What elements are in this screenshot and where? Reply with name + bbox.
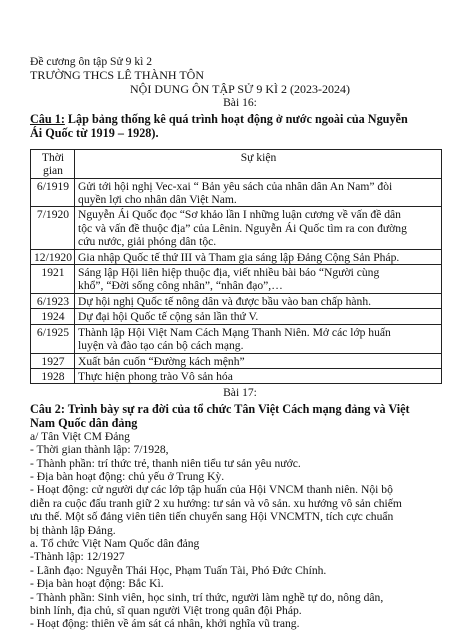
section-b-heading: a. Tổ chức Việt Nam Quốc dân đảng xyxy=(30,536,200,550)
header-time xyxy=(31,149,75,178)
row-event-line: cứu nước, giải phóng dân tộc. xyxy=(78,235,217,249)
row-event-line: Nguyễn Ái Quốc đọc “Sơ khảo lần I những luận cương về vấn đề dân xyxy=(78,208,401,222)
question-2-line2: Nam Quốc dân đảng xyxy=(30,415,138,430)
row-event-line: Thành lập Hội Việt Nam Cách Mạng Thanh Niên. Mở các lớp huấn xyxy=(78,325,391,339)
section-a-item: ưu thế. Một số đảng viên tiên tiến chuyển sang Hội VNCMTN, tích cực chuẩn xyxy=(30,510,394,524)
row-time: 6/1919 xyxy=(31,178,75,207)
row-time: 1921 xyxy=(31,265,75,294)
table-row xyxy=(31,265,442,294)
row-event xyxy=(75,249,442,264)
row-event xyxy=(75,265,442,294)
section-b-item: - Lãnh đạo: Nguyễn Thái Học, Phạm Tuấn Tài, Phó Đức Chính. xyxy=(30,563,327,577)
row-event-line: Gia nhập Quốc tế thứ III và Tham gia sáng lập Đảng Cộng Sản Pháp. xyxy=(78,250,400,264)
row-event-line: quyền lợi cho nhân dân Việt Nam. xyxy=(78,193,237,207)
section-a-item: bị thành lập Đảng. xyxy=(30,523,116,537)
school-name: TRƯỜNG THCS LÊ THÀNH TÔN xyxy=(30,68,204,83)
row-time: 6/1925 xyxy=(31,324,75,353)
table-row xyxy=(31,368,442,383)
table-row xyxy=(31,353,442,368)
row-event-line: tộc và vấn đề thuộc địa” của Lênin. Nguyễn Ái Quốc tìm ra con đường xyxy=(78,221,407,235)
table-row xyxy=(31,178,442,207)
table-body xyxy=(31,178,442,384)
row-time: 1927 xyxy=(31,353,75,368)
question-2-line1: Câu 2: Trình bày sự ra đời của tổ chức Tân Việt Cách mạng đảng và Việt xyxy=(30,401,410,416)
header-event: Sự kiện xyxy=(75,149,442,178)
row-time: 7/1920 xyxy=(31,207,75,249)
section-b-list xyxy=(30,550,450,630)
row-event-line: Gửi tới hội nghị Vec-xai “ Bản yêu sách của nhân dân An Nam” đòi xyxy=(78,179,393,193)
question-1-text-line1: Lập bảng thống kê quá trình hoạt động ở nước ngoài của Nguyễn xyxy=(64,111,408,126)
lesson-17-heading: Bài 17: xyxy=(223,386,257,400)
row-event-line: Xuất bản cuốn “Đường kách mệnh” xyxy=(78,354,245,368)
content-title: NỘI DUNG ÔN TẬP SỬ 9 KÌ 2 (2023-2024) xyxy=(130,82,350,97)
row-event xyxy=(75,309,442,324)
document-body xyxy=(30,55,450,631)
row-event xyxy=(75,353,442,368)
table-row xyxy=(31,309,442,324)
row-event xyxy=(75,368,442,383)
row-event-line: Dự hội nghị Quốc tế nông dân và được bầu vào ban chấp hành. xyxy=(78,294,372,308)
question-1 xyxy=(30,112,450,140)
section-a-heading: a/ Tân Việt CM Đảng xyxy=(30,429,130,443)
section-a-item: diễn ra cuộc đấu tranh giữ 2 xu hướng: tư sản và vô sản. xu hướng vô sản chiếm xyxy=(30,496,402,510)
row-event-line: Thực hiện phong trào Vô sản hóa xyxy=(78,369,233,383)
row-event xyxy=(75,178,442,207)
row-event-line: luyện và đào tạo cán bộ cách mạng. xyxy=(78,339,244,353)
row-event-line: khổ”, “Đời sống công nhân”, “nhân đạo”,… xyxy=(78,279,283,293)
section-b-item: -Thành lập: 12/1927 xyxy=(30,550,125,564)
row-event-line: Sáng lập Hội liên hiệp thuộc địa, viết nhiều bài báo “Người cùng xyxy=(78,266,380,280)
table-row xyxy=(31,249,442,264)
row-time: 1924 xyxy=(31,309,75,324)
table-row xyxy=(31,207,442,249)
section-b-item: - Địa bàn hoạt động: Bắc Kì. xyxy=(30,577,164,591)
outline-title: Đề cương ôn tập Sử 9 kì 2 xyxy=(30,55,153,68)
activity-table xyxy=(30,149,442,385)
section-a-item: - Thành phần: trí thức trẻ, thanh niên tiểu tư sản yêu nước. xyxy=(30,456,301,470)
section-a-item: - Thời gian thành lập: 7/1928, xyxy=(30,443,169,457)
section-b-item: - Hoạt động: thiên về ám sát cá nhân, khởi nghĩa vũ trang. xyxy=(30,617,300,631)
row-event xyxy=(75,324,442,353)
section-a-list xyxy=(30,443,450,537)
row-time: 1928 xyxy=(31,368,75,383)
table-header-row xyxy=(31,149,442,178)
table-row xyxy=(31,324,442,353)
row-event xyxy=(75,293,442,308)
row-time: 12/1920 xyxy=(31,249,75,264)
question-1-text-line2: Ái Quốc từ 1919 – 1928). xyxy=(30,125,159,140)
lesson-16-heading: Bài 16: xyxy=(223,96,257,110)
header-time-line1: Thời xyxy=(41,150,65,164)
table-row xyxy=(31,293,442,308)
question-2 xyxy=(30,402,450,430)
row-event-line: Dự đại hội Quốc tế cộng sản lần thứ V. xyxy=(78,310,259,324)
header-time-line2: gian xyxy=(43,164,63,178)
section-b-item: binh lính, địa chủ, sĩ quan người Việt trong quân đội Pháp. xyxy=(30,604,302,617)
section-a-item: - Hoạt động: cử người dự các lớp tập huấn của Hội VNCM thanh niên. Nội bộ xyxy=(30,483,393,497)
row-time: 6/1923 xyxy=(31,293,75,308)
row-event xyxy=(75,207,442,249)
question-1-label: Câu 1: xyxy=(30,111,65,126)
section-a-item: - Địa bàn hoạt động: chủ yếu ở Trung Kỳ. xyxy=(30,469,225,483)
section-b-item: - Thành phần: Sinh viên, học sinh, trí thức, người làm nghề tự do, nông dân, xyxy=(30,590,384,604)
